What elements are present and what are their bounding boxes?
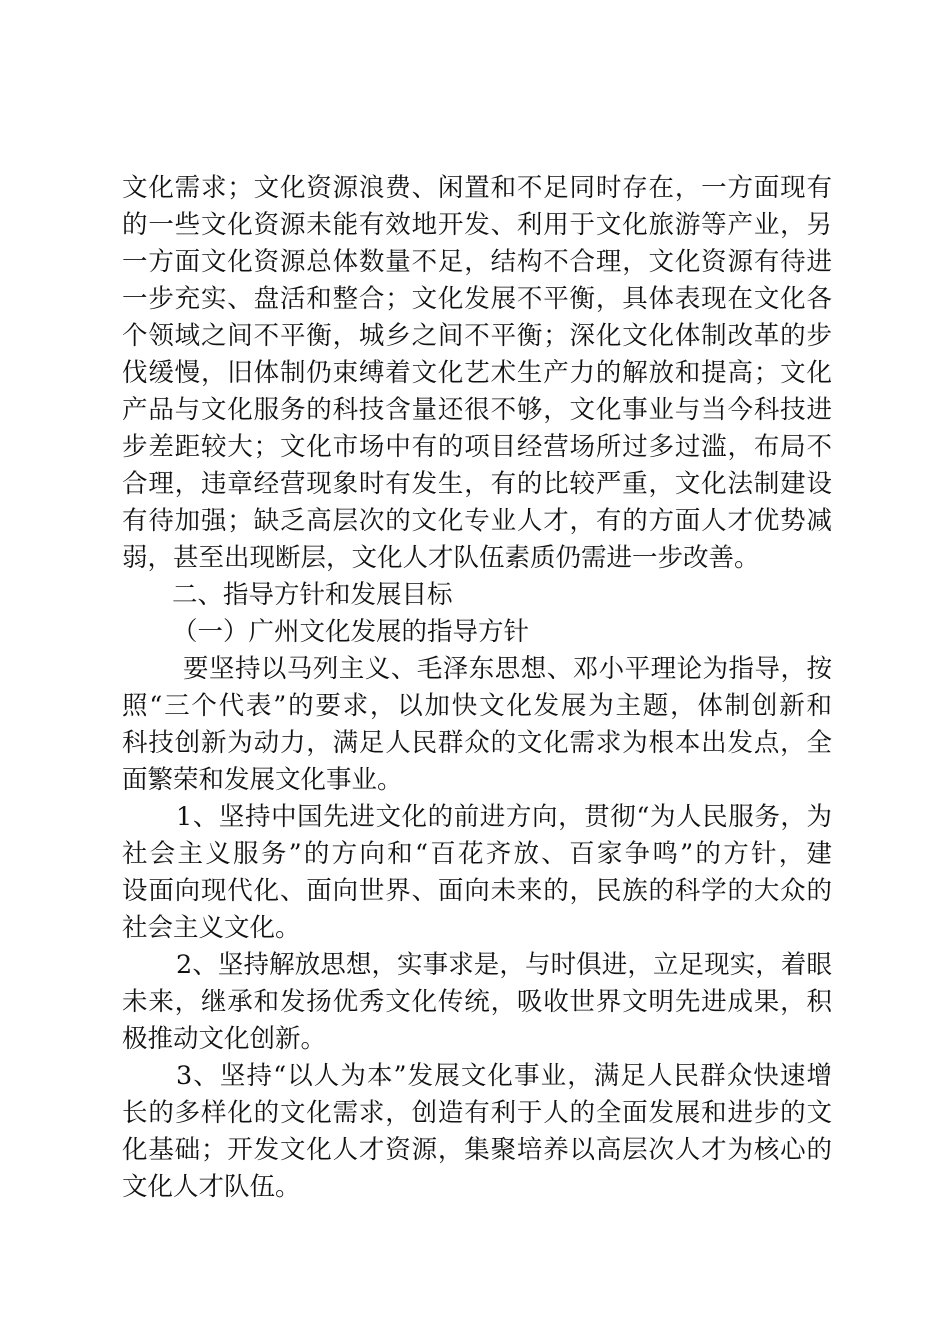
body-line: 一方面文化资源总体数量不足，结构不合理，文化资源有待进 — [122, 247, 832, 277]
body-line: 一步充实、盘活和整合；文化发展不平衡，具体表现在文化各 — [122, 284, 832, 314]
body-line: 有待加强；缺乏高层次的文化专业人才，有的方面人才优势减 — [122, 506, 832, 536]
list-item-line: 长的多样化的文化需求，创造有利于人的全面发展和进步的文 — [122, 1098, 832, 1128]
list-item-line: 极推动文化创新。 — [122, 1024, 327, 1054]
list-item-line: 社会主义文化。 — [122, 913, 301, 943]
body-line: 的一些文化资源未能有效地开发、利用于文化旅游等产业，另 — [122, 210, 832, 240]
body-line: 个领域之间不平衡，城乡之间不平衡；深化文化体制改革的步 — [122, 321, 832, 351]
body-line: 弱，甚至出现断层，文化人才队伍素质仍需进一步改善。 — [122, 543, 760, 573]
list-item-line: 1、坚持中国先进文化的前进方向，贯彻“为人民服务，为 — [176, 802, 832, 832]
list-item-line: 2、坚持解放思想，实事求是，与时俱进，立足现实，着眼 — [176, 950, 832, 980]
list-item-line: 文化人才队伍。 — [122, 1172, 301, 1202]
body-line: 要坚持以马列主义、毛泽东思想、邓小平理论为指导，按 — [183, 654, 832, 684]
subsection-heading: （一）广州文化发展的指导方针 — [172, 617, 530, 647]
body-line: 科技创新为动力，满足人民群众的文化需求为根本出发点，全 — [122, 728, 832, 758]
list-item-line: 设面向现代化、面向世界、面向未来的，民族的科学的大众的 — [122, 876, 832, 906]
list-item-line: 未来，继承和发扬优秀文化传统，吸收世界文明先进成果，积 — [122, 987, 832, 1017]
body-line: 产品与文化服务的科技含量还很不够，文化事业与当今科技进 — [122, 395, 832, 425]
body-line: 面繁荣和发展文化事业。 — [122, 765, 403, 795]
list-item-line: 化基础；开发文化人才资源，集聚培养以高层次人才为核心的 — [122, 1135, 832, 1165]
section-heading: 二、指导方针和发展目标 — [172, 580, 453, 610]
list-item-line: 社会主义服务”的方向和“百花齐放、百家争鸣”的方针，建 — [122, 839, 832, 869]
body-line: 伐缓慢，旧体制仍束缚着文化艺术生产力的解放和提高；文化 — [122, 358, 832, 388]
body-line: 照“三个代表”的要求，以加快文化发展为主题，体制创新和 — [122, 691, 832, 721]
body-line: 文化需求；文化资源浪费、闲置和不足同时存在，一方面现有 — [122, 173, 832, 203]
body-line: 步差距较大；文化市场中有的项目经营场所过多过滥，布局不 — [122, 432, 832, 462]
body-line: 合理，违章经营现象时有发生，有的比较严重，文化法制建设 — [122, 469, 832, 499]
list-item-line: 3、坚持“以人为本”发展文化事业，满足人民群众快速增 — [176, 1061, 832, 1091]
